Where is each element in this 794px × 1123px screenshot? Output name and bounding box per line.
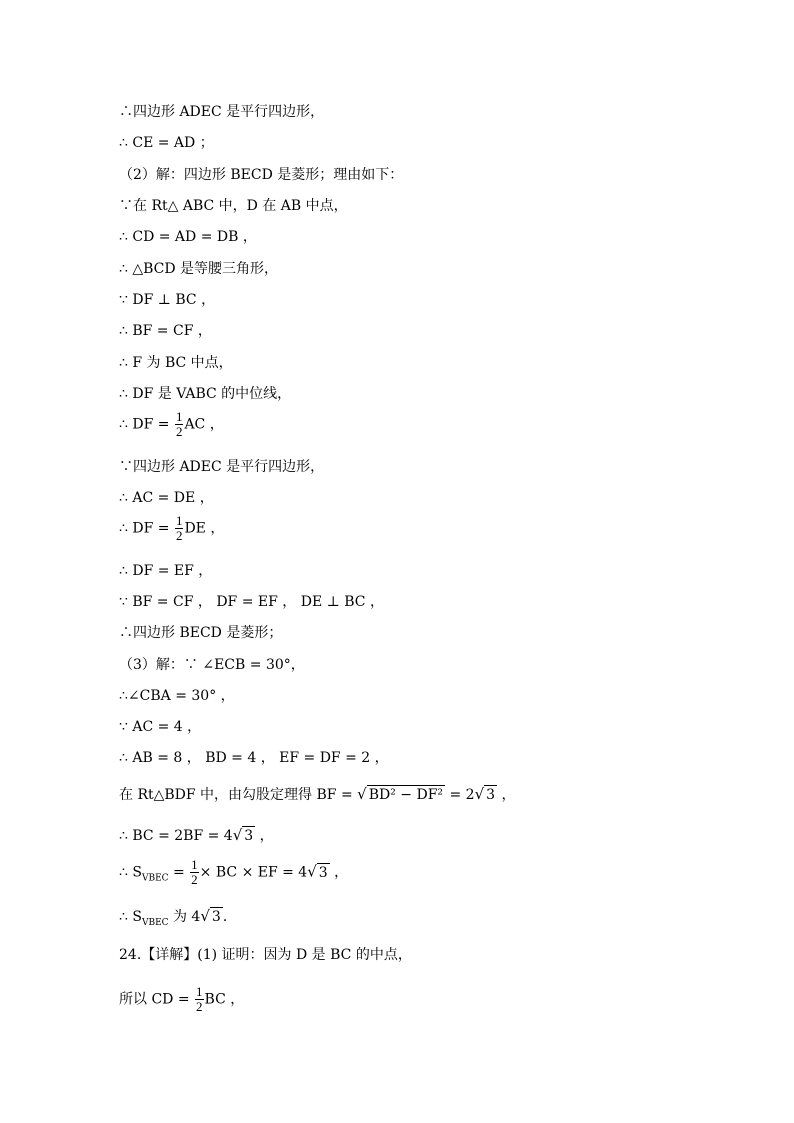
sqrt-prefix: ∴ BC = 2BF = 4 [119, 828, 233, 844]
denominator: 2 [196, 999, 203, 1014]
sqrt-symbol: √ [357, 785, 367, 803]
radicand: 3 [244, 828, 254, 844]
area-suffix: ． [222, 909, 237, 925]
sqrt-symbol: √ [232, 826, 243, 844]
fraction [190, 858, 199, 887]
text-line: ∴∠CBA = 30° ， [119, 688, 235, 704]
text-line: ∴ F 为 BC 中点， [119, 355, 233, 371]
text-line: ∴ AB = 8 ， BD = 4 ， EF = DF = 2 ， [119, 750, 389, 766]
text-line: ∴ △BCD 是等腰三角形， [119, 261, 279, 277]
text-line: ∵在 Rt△ ABC 中，D 在 AB 中点， [119, 198, 348, 214]
text-line: ∴ DF 是 VABC 的中位线， [119, 386, 292, 402]
text-line: （3）解：∵ ∠ECB = 30°， [119, 657, 305, 673]
denominator: 2 [175, 424, 183, 439]
radicand: 3 [318, 864, 328, 881]
fraction-prefix: ∴ DF = [119, 520, 170, 537]
area-subscript: VBEC [141, 873, 169, 884]
sqrt-suffix: ， [259, 828, 274, 844]
area-result-line [119, 907, 237, 932]
area-suffix: ， [334, 864, 349, 881]
sqrt-line [119, 826, 274, 845]
text-line: ∴四边形 ADEC 是平行四边形， [119, 104, 325, 120]
sqrt-symbol: √ [307, 862, 317, 881]
sqrt-prefix: 在 Rt△BDF 中，由勾股定理得 BF = [119, 787, 353, 803]
numerator: 1 [196, 984, 203, 999]
fraction-prefix: 所以 CD = [119, 991, 190, 1008]
text-line: （2）解：四边形 BECD 是菱形；理由如下： [119, 167, 404, 183]
text-line: ∴ AC = DE ， [119, 490, 214, 506]
fraction-prefix: ∴ DF = [119, 416, 170, 433]
sqrt-suffix: ， [501, 787, 516, 803]
fraction-line [119, 985, 244, 1014]
radicand: BD² − DF² [368, 787, 444, 803]
text-line: ∵ BF = CF ， DF = EF ， DE ⊥ BC ， [119, 594, 384, 610]
numerator: 1 [175, 513, 183, 528]
area-mid: 为 4 [168, 909, 201, 925]
area-line [119, 858, 348, 887]
fraction [195, 985, 204, 1014]
fraction-line [119, 514, 224, 543]
text-line: ∵四边形 ADEC 是平行四边形， [119, 459, 325, 475]
text-line: ∴ DF = EF ， [119, 563, 213, 579]
fraction-suffix: AC ， [184, 416, 224, 433]
fraction [175, 514, 184, 543]
sqrt-symbol: √ [200, 907, 210, 925]
area-rest: × BC × EF = 4 [199, 864, 308, 881]
sqrt-line [119, 785, 516, 804]
fraction-suffix: DE ， [184, 520, 225, 537]
radicand: 3 [211, 909, 221, 925]
area-equals: = [172, 864, 185, 881]
sqrt-symbol: √ [474, 785, 485, 803]
text-line: ∵ DF ⊥ BC ， [119, 292, 216, 308]
denominator: 2 [175, 528, 183, 543]
area-subscript: VBEC [141, 917, 169, 928]
area-prefix: ∴ S [119, 909, 142, 925]
text-line: ∴ CD = AD = DB ， [119, 229, 257, 245]
text-line: ∴ CE = AD ； [119, 135, 214, 151]
area-prefix: ∴ S [119, 864, 142, 881]
text-line: ∴ BF = CF ， [119, 323, 212, 339]
text-line: ∵ AC = 4 ， [119, 719, 202, 735]
fraction-line [119, 410, 224, 439]
numerator: 1 [191, 857, 198, 872]
denominator: 2 [191, 872, 198, 887]
numerator: 1 [175, 409, 183, 424]
question-24-heading: 24.【详解】(1) 证明：因为 D 是 BC 的中点， [119, 947, 412, 963]
fraction [175, 410, 184, 439]
fraction-suffix: BC ， [204, 991, 245, 1008]
text-line: ∴四边形 BECD 是菱形； [119, 625, 283, 641]
sqrt-equals: = 2 [449, 787, 475, 803]
radicand: 3 [486, 787, 496, 803]
